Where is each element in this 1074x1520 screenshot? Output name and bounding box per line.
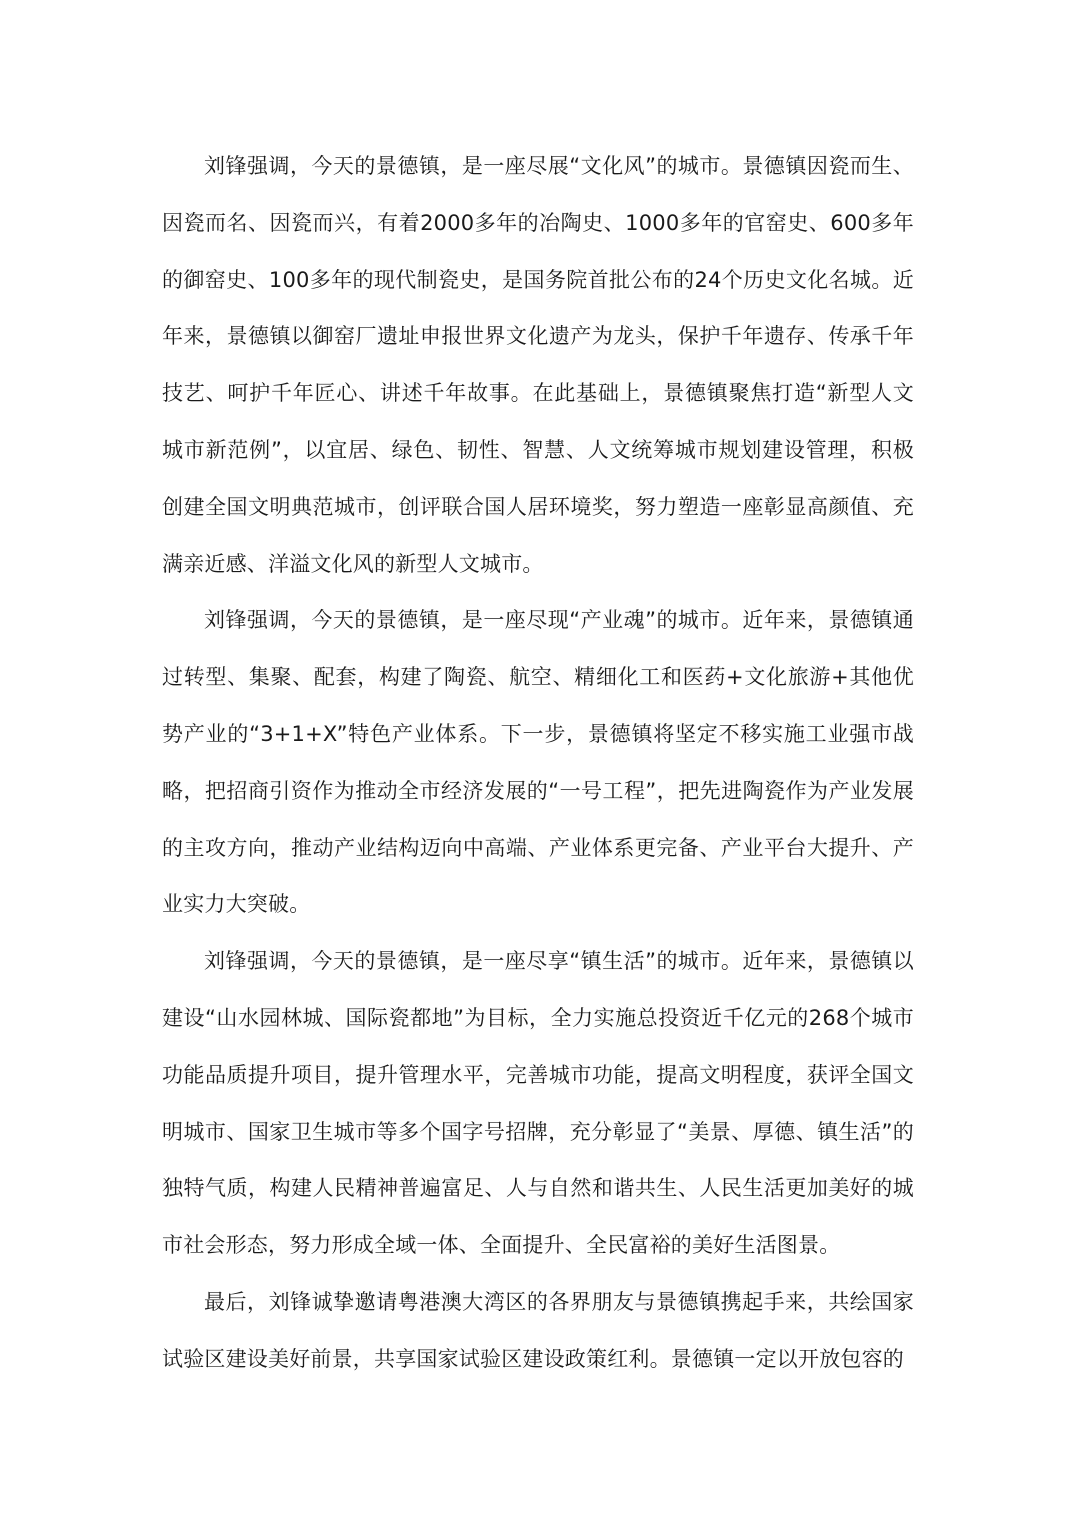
paragraph-invitation: 最后，刘锋诚挚邀请粤港澳大湾区的各界朋友与景德镇携起手来，共绘国家试验区建设美好前景，共享国家试验区建设政策红利。景德镇一定以开放包容的: [162, 1289, 914, 1371]
document-body: [162, 138, 914, 1388]
paragraph-industry: 刘锋强调，今天的景德镇，是一座尽现“产业魂”的城市。近年来，景德镇通过转型、集聚、配套，构建了陶瓷、航空、精细化工和医药+文化旅游+其他优势产业的“3+1+X”特色产业体系。下一步，景德镇将坚定不移实施工业强市战略，把招商引资作为推动全市经济发展的“一号工程”，把先进陶瓷作为产业发展的主攻方向，推动产业结构迈向中高端、产业体系更完备、产业平台大提升、产业实力大突破。: [162, 608, 914, 917]
paragraph-culture: 刘锋强调，今天的景德镇，是一座尽展“文化风”的城市。景德镇因瓷而生、因瓷而名、因瓷而兴，有着2000多年的冶陶史、1000多年的官窑史、600多年的御窑史、100多年的现代制瓷史，是国务院首批公布的24个历史文化名城。近年来，景德镇以御窑厂遗址申报世界文化遗产为龙头，保护千年遗存、传承千年技艺、呵护千年匠心、讲述千年故事。在此基础上，景德镇聚焦打造“新型人文城市新范例”，以宜居、绿色、韧性、智慧、人文统筹城市规划建设管理，积极创建全国文明典范城市，创评联合国人居环境奖，努力塑造一座彰显高颜值、充满亲近感、洋溢文化风的新型人文城市。: [162, 154, 914, 576]
paragraph-life: 刘锋强调，今天的景德镇，是一座尽享“镇生活”的城市。近年来，景德镇以建设“山水园林城、国际瓷都地”为目标，全力实施总投资近千亿元的268个城市功能品质提升项目，提升管理水平，完善城市功能，提高文明程度，获评全国文明城市、国家卫生城市等多个国字号招牌，充分彰显了“美景、厚德、镇生活”的独特气质，构建人民精神普遍富足、人与自然和谐共生、人民生活更加美好的城市社会形态，努力形成全域一体、全面提升、全民富裕的美好生活图景。: [162, 949, 914, 1258]
